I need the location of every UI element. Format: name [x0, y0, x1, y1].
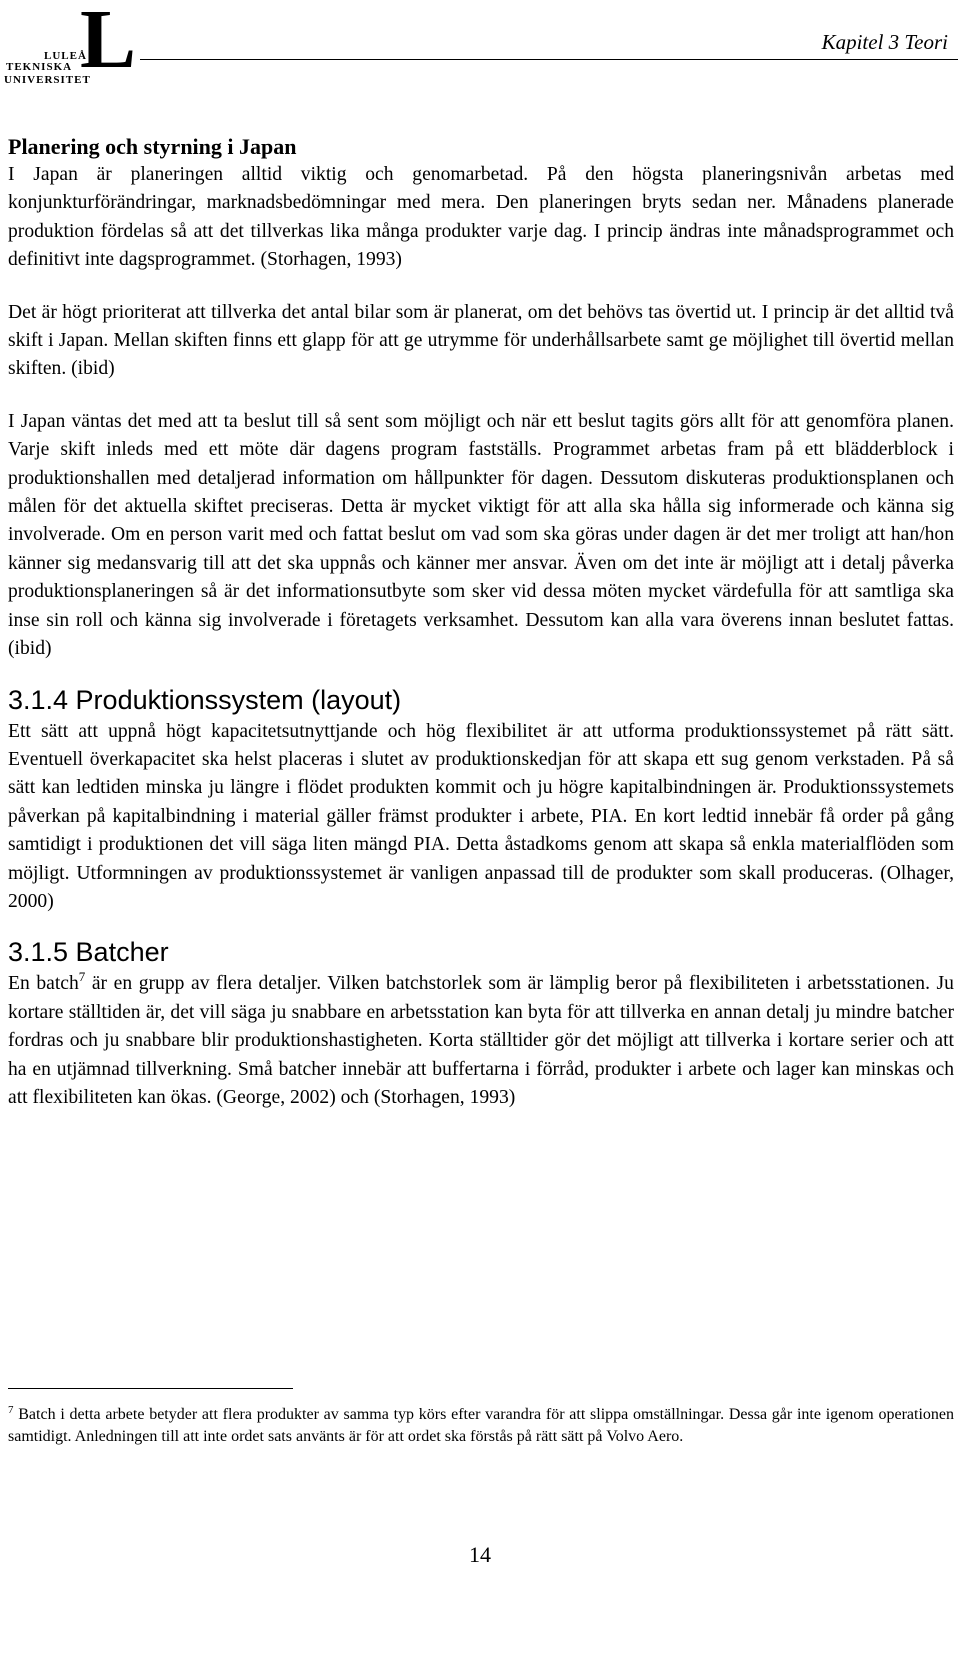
page-number: 14 [469, 1542, 491, 1567]
logo-text-line2: TEKNISKA [6, 61, 73, 73]
text-span: är en grupp av flera detaljer. Vilken batchstorlek som är lämplig beror på flexibiliteten i arbetsstationen. Ju kortare ställtiden är, det vill säga ju snabbare en arbetsstation kan byta för att tillverka en annan detalj ju mindre batcher fordras och ju snabbare blir produktionshastigheten. Korta ställtider gör det möjligt att tillverka i kortare serier och att ha en utjämnad tillverkning. Små batcher innebär att buffertarna i förråd, produkter i arbete och lager kan minskas och att flexibiliteten kan ökas. (George, 2002) och (Storhagen, 1993) [8, 973, 954, 1108]
chapter-title: Kapitel 3 Teori [821, 30, 948, 54]
paragraph: I Japan väntas det med att ta beslut till så sent som möjligt och när ett beslut tagits görs allt för att genomföra planen. Varje skift inleds med ett möte där dagens program fastställs. Programmet arbetas fram på ett blädderblock i produktionshallen med detaljerad information om hållpunkter för dagen. Dessutom diskuteras produktionsplanen och målen för det aktuella skiftet preciseras. Detta är mycket viktigt för att alla ska hålla sig informerade och känna sig involverade. Om en person varit med och fattat beslut om vad som ska göras under dagen är det mer troligt att han/hon känner sig medansvarig till att det ska uppnås och känner mer ansvar. Även om det inte är möjligt att i detalj påverka produktionsplaneringen så är det informationsutbyte som sker vid dessa möten mycket värdefulla för att samtliga ska inse sin roll och känna sig involverade i företagets verksamhet. Dessutom kan alla vara överens innan beslutet fattas. (ibid) [8, 410, 954, 660]
header-rule [140, 59, 958, 60]
page-header [0, 0, 960, 90]
footnote-text: Batch i detta arbete betyder att flera produkter av samma typ körs efter varandra för att slippa omställningar. Dessa går inte igenom operationen samtidigt. Anledningen till att inte ordet sats använts är för att ordet ska förstås på rätt sätt på Volvo Aero. [8, 1406, 954, 1445]
footnote-number: 7 [8, 1404, 14, 1416]
university-logo [2, 0, 142, 88]
footnote-rule [8, 1388, 293, 1389]
paragraph [8, 970, 954, 1112]
page-body [8, 133, 954, 1112]
paragraph: Ett sätt att uppnå högt kapacitetsutnyttjande och hög flexibilitet är att utforma produktionssystemet på rätt sätt. Eventuell överkapacitet ska helst placeras i slutet av produktionskedjan för att skapa ett sug genom verkstaden. På så sätt kan ledtiden minska ju längre i flödet produkten kommit och ju högre kapitalbindningen är. Produktionssystemets påverkan på kapitalbindning i material gäller främst produkter i arbete, PIA. En kort ledtid innebär få order på gång samtidigt i produktionen det vill säga liten mängd PIA. Detta åstadkoms genom att skapa så enkla materialflöden som möjligt. Utformningen av produktionssystemet är vanligen anpassad till de produkter som skall produceras. (Olhager, 2000) [8, 720, 954, 912]
logo-text-line1: LULEÅ [44, 50, 87, 62]
logo-text-line3: UNIVERSITET [4, 74, 91, 86]
text-span: En batch [8, 973, 79, 995]
section-heading-314: 3.1.4 Produktionssystem (layout) [8, 684, 402, 715]
paragraph: Det är högt prioriterat att tillverka det antal bilar som är planerat, om det behövs tas övertid ut. I princip är det alltid två skift i Japan. Mellan skiften finns ett glapp för att ge utrymme för underhållsarbete samt ge möjlighet till övertid mellan skiften. (ibid) [8, 301, 954, 380]
footnote [8, 1404, 954, 1448]
paragraph: I Japan är planeringen alltid viktig och genomarbetad. På den högsta planeringsnivån arbetas med konjunkturförändringar, marknadsbedömningar med mera. Den planeringen bryts sedan ner. Månadens planerade produktion fördelas så att det tillverkas lika många produkter varje dag. I princip ändras inte månadsprogrammet och definitivt inte dagsprogrammet. (Storhagen, 1993) [8, 164, 954, 271]
section-heading-japan: Planering och styrning i Japan [8, 134, 297, 159]
section-heading-315: 3.1.5 Batcher [8, 937, 169, 968]
logo-letter-mark: L [80, 0, 137, 86]
footnote-reference[interactable]: 7 [78, 969, 86, 985]
